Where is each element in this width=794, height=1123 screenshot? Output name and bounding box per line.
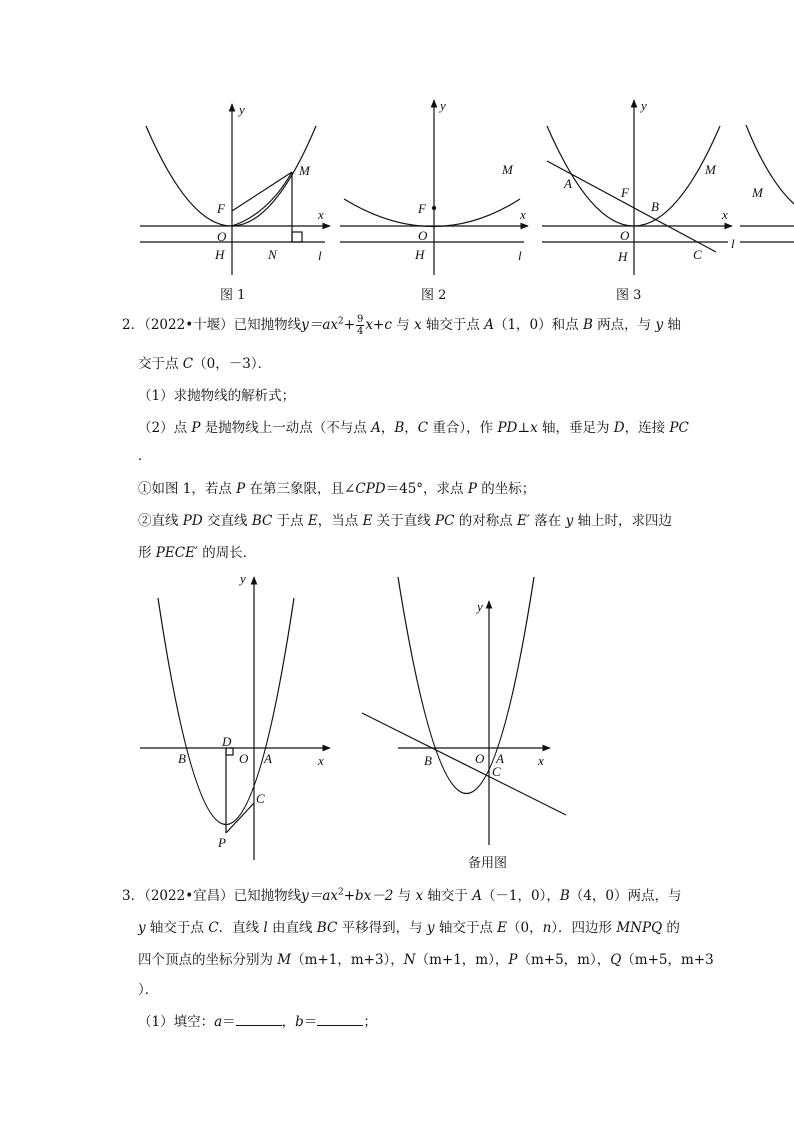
- fig3-label-B: B: [651, 199, 659, 214]
- fig1-label-y: y: [239, 102, 245, 117]
- fig2-parabola: [344, 199, 520, 227]
- q2-line-1: 2．（2022•十堰）已知抛物线$y=ax^2+$ $\frac{9}{4}$ x+c 与 x 轴交于点 A（1，0）和点 B 两点，与 y 轴: [122, 314, 681, 337]
- fig1-label-O: O: [217, 229, 227, 244]
- q2f2-label-A: A: [496, 751, 504, 766]
- q2-sub-2: ②直线 PD 交直线 BC 于点 E，当点 E 关于直线 PC 的对称点 E′ 落在 y 轴上时，求四边: [138, 513, 672, 529]
- fig2-label-M: M: [502, 162, 513, 177]
- q2-figure-1: [140, 577, 330, 860]
- fig3-label-l: l: [731, 236, 735, 251]
- fig3-label-x: x: [722, 207, 728, 222]
- q2f2-parabola: [398, 577, 534, 794]
- fig3-label-F: F: [621, 185, 629, 200]
- fig1-label-x: x: [318, 207, 324, 222]
- q2-figure-2: [362, 577, 566, 845]
- fig3-label-y: y: [641, 98, 647, 113]
- fig2-label-O: O: [418, 228, 428, 243]
- caption-figure-1: 图 1: [220, 288, 246, 303]
- q2f2-label-C: C: [492, 764, 501, 779]
- q2f1-label-O: O: [239, 751, 249, 766]
- fig1-segment-OM: [232, 172, 292, 226]
- q2-sub-2-cont: 形 PECE′ 的周长．: [138, 545, 257, 561]
- q2f1-label-P: P: [218, 835, 226, 850]
- answer-blank-a[interactable]: [236, 1013, 282, 1026]
- fig1-label-N: N: [268, 247, 277, 262]
- fig2-point-F: [432, 206, 436, 210]
- q3-part-1: （1）填空：a＝ ，b＝ ；: [138, 1014, 377, 1030]
- fig2-label-x: x: [520, 207, 526, 222]
- fig3-label-M: M: [705, 162, 716, 177]
- fig3-line-AC: [547, 161, 716, 252]
- fraction-9-4: $\frac{9}{4}$: [357, 314, 364, 337]
- figure-1-labels: [214, 102, 324, 263]
- q2f2-line-BC: [362, 713, 566, 815]
- q2-part-2: （2）点 P 是抛物线上一动点（不与点 A，B，C 重合），作 PD⊥x 轴，垂足为 D，连接 PC: [138, 420, 689, 436]
- q3-line-2: y 轴交于点 C．直线 l 由直线 BC 平移得到，与 y 轴交于点 E（0，n）．四边形 MNPQ 的: [138, 920, 680, 936]
- caption-figure-2: 图 2: [421, 288, 447, 303]
- q2-line-2: 交于点 C（0，－3）．: [138, 356, 272, 372]
- q3-line-4: ）．: [138, 982, 159, 998]
- q2-sub-1: ①如图 1，若点 P 在第三象限，且∠CPD＝45°，求点 P 的坐标；: [138, 481, 536, 497]
- fig2-label-H: H: [415, 247, 425, 262]
- q2f1-label-C: C: [256, 791, 265, 806]
- q2-part-2-dot: ．: [138, 448, 152, 464]
- figure-2: [340, 100, 528, 275]
- q2f1-label-y: y: [240, 571, 246, 586]
- fig3-label-H: H: [618, 249, 628, 264]
- figure-1: [140, 104, 330, 275]
- q3-line-1: 3．（2022•宜昌）已知抛物线$y=ax^2+bx-2$ 与 x 轴交于 A（－1，0），B（4，0）两点，与: [122, 887, 682, 904]
- fig3-label-C: C: [693, 247, 702, 262]
- caption-spare-figure: 备用图: [468, 856, 508, 871]
- fig1-segment-FM: [232, 172, 292, 211]
- q2f1-label-D: D: [222, 734, 232, 749]
- fig2-label-F: F: [418, 201, 426, 216]
- figure-4-partial: [740, 125, 794, 242]
- answer-blank-b[interactable]: [317, 1013, 363, 1026]
- fig1-label-M: M: [299, 163, 310, 178]
- fig4-label-M: M: [752, 185, 763, 200]
- q2-figure-1-labels: [178, 571, 324, 850]
- fig3-label-O: O: [620, 228, 630, 243]
- figure-2-labels: [414, 98, 526, 263]
- q2f1-right-angle: [226, 748, 233, 755]
- q2-figures: [0, 565, 794, 875]
- q2f2-label-B: B: [424, 753, 432, 768]
- q2f1-segment-PC: [226, 803, 254, 833]
- q2f1-label-A: A: [264, 751, 272, 766]
- q2f1-label-x: x: [318, 753, 324, 768]
- fig2-label-l: l: [518, 248, 522, 263]
- top-figures: [0, 0, 794, 310]
- fig2-label-y: y: [440, 98, 446, 113]
- fig1-label-H: H: [215, 247, 225, 262]
- q2-part-1: （1）求抛物线的解析式；: [138, 388, 296, 404]
- fig1-label-l: l: [318, 248, 322, 263]
- fig3-label-A: A: [564, 176, 572, 191]
- caption-figure-3: 图 3: [616, 288, 642, 303]
- q2f2-label-y: y: [477, 599, 483, 614]
- figure-3-labels: [563, 98, 735, 264]
- q3-line-3: 四个顶点的坐标分别为 M（m+1，m+3），N（m+1，m），P（m+5，m），Q（m+5，m+3: [138, 952, 714, 968]
- fig1-parabola: [146, 126, 316, 226]
- q2f2-label-O: O: [475, 751, 485, 766]
- fig1-label-F: F: [217, 201, 225, 216]
- fig1-right-angle: [292, 232, 302, 242]
- q2f2-label-x: x: [538, 753, 544, 768]
- q2f1-label-B: B: [178, 751, 186, 766]
